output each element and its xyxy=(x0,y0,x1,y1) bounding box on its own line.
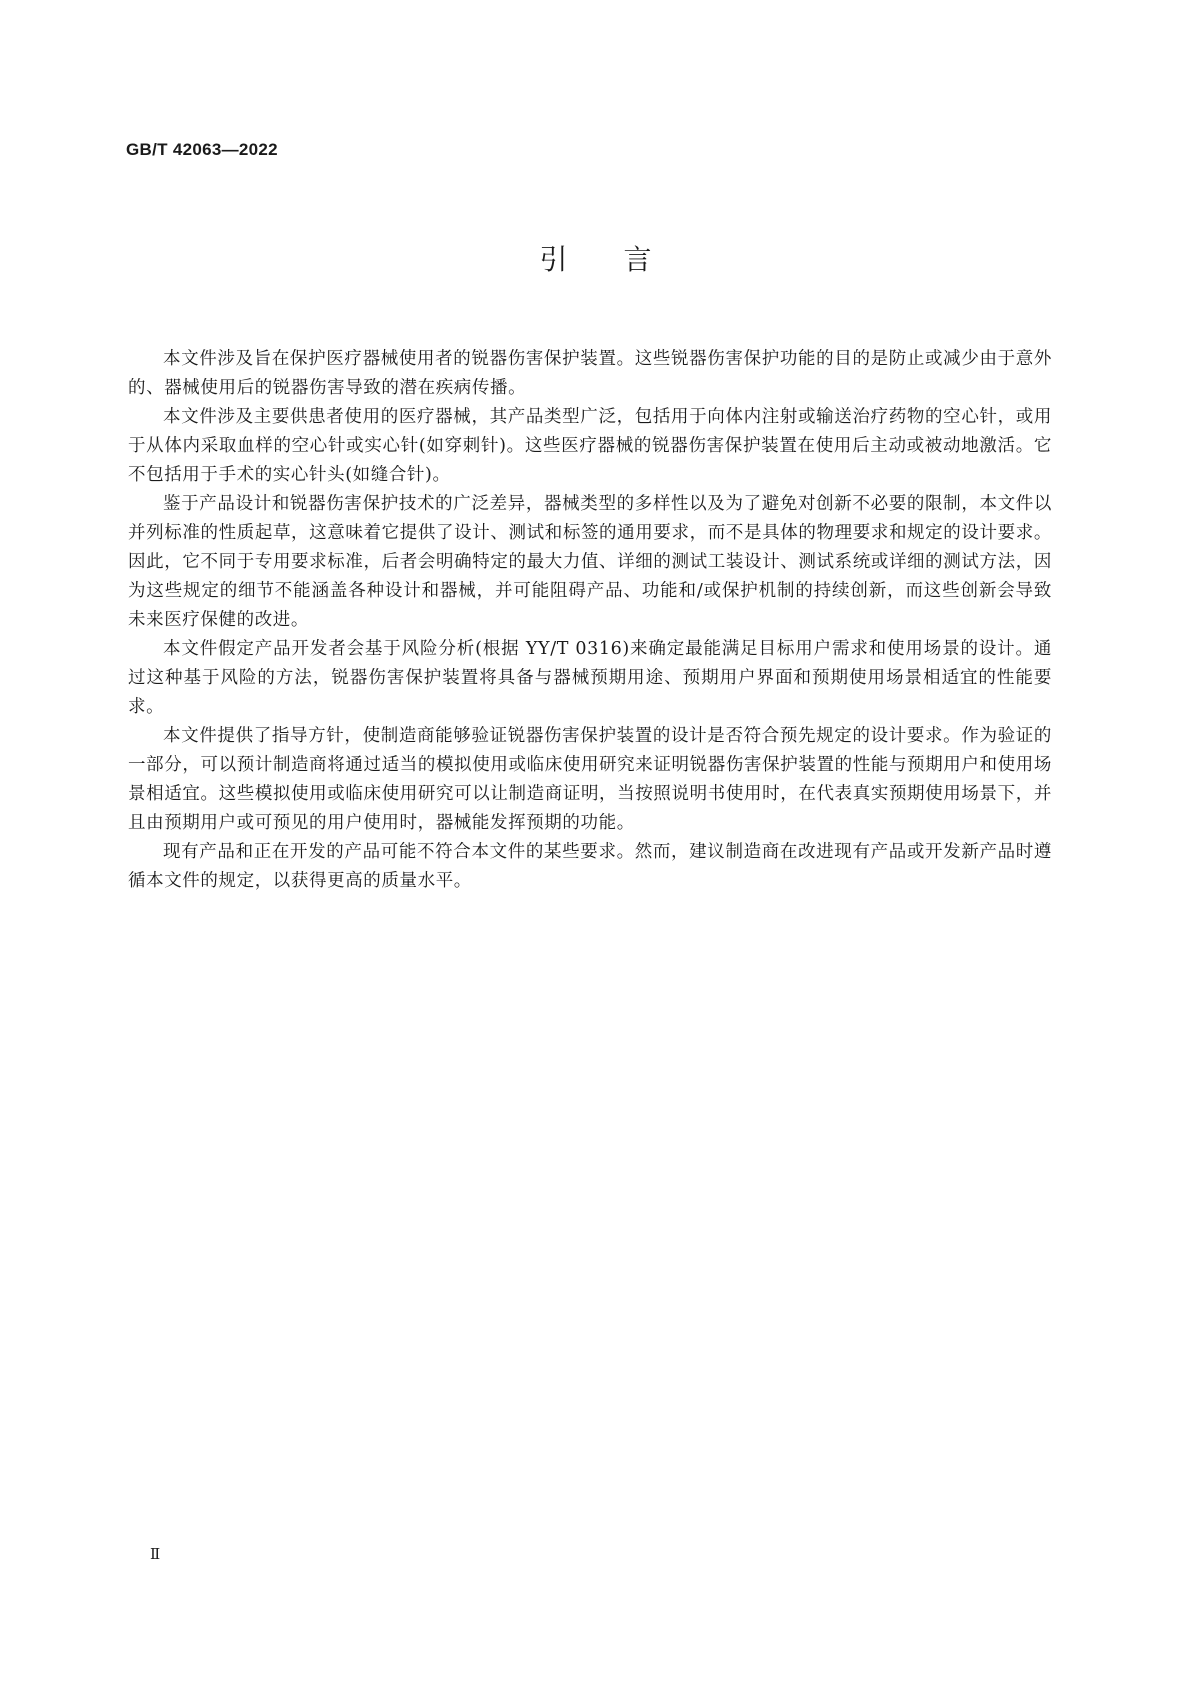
paragraph-3: 鉴于产品设计和锐器伤害保护技术的广泛差异，器械类型的多样性以及为了避免对创新不必要的限制，本文件以并列标准的性质起草，这意味着它提供了设计、测试和标签的通用要求，而不是具体的物理要求和规定的设计要求。因此，它不同于专用要求标准，后者会明确特定的最大力值、详细的测试工装设计、测试系统或详细的测试方法，因为这些规定的细节不能涵盖各种设计和器械，并可能阻碍产品、功能和/或保护机制的持续创新，而这些创新会导致未来医疗保健的改进。 xyxy=(128,494,1052,630)
section-title-char-2: 言 xyxy=(623,243,652,276)
introduction-body xyxy=(128,345,1052,896)
section-title-char-1: 引 xyxy=(539,243,568,276)
paragraph-5: 本文件提供了指导方针，使制造商能够验证锐器伤害保护装置的设计是否符合预先规定的设计要求。作为验证的一部分，可以预计制造商将通过适当的模拟使用或临床使用研究来证明锐器伤害保护装置的性能与预期用户和使用场景相适宜。这些模拟使用或临床使用研究可以让制造商证明，当按照说明书使用时，在代表真实预期使用场景下，并且由预期用户或可预见的用户使用时，器械能发挥预期的功能。 xyxy=(128,726,1052,833)
standard-number: GB/T 42063—2022 xyxy=(126,140,278,159)
paragraph-2: 本文件涉及主要供患者使用的医疗器械，其产品类型广泛，包括用于向体内注射或输送治疗药物的空心针，或用于从体内采取血样的空心针或实心针(如穿刺针)。这些医疗器械的锐器伤害保护装置在使用后主动或被动地激活。它不包括用于手术的实心针头(如缝合针)。 xyxy=(128,407,1052,485)
page-number: Ⅱ xyxy=(150,1545,161,1563)
section-title xyxy=(0,243,1191,277)
paragraph-1: 本文件涉及旨在保护医疗器械使用者的锐器伤害保护装置。这些锐器伤害保护功能的目的是防止或减少由于意外的、器械使用后的锐器伤害导致的潜在疾病传播。 xyxy=(128,349,1052,398)
paragraph-4: 本文件假定产品开发者会基于风险分析(根据 YY/T 0316)来确定最能满足目标用户需求和使用场景的设计。通过这种基于风险的方法，锐器伤害保护装置将具备与器械预期用途、预期用户界面和预期使用场景相适宜的性能要求。 xyxy=(128,639,1052,717)
paragraph-6: 现有产品和正在开发的产品可能不符合本文件的某些要求。然而，建议制造商在改进现有产品或开发新产品时遵循本文件的规定，以获得更高的质量水平。 xyxy=(128,842,1052,891)
